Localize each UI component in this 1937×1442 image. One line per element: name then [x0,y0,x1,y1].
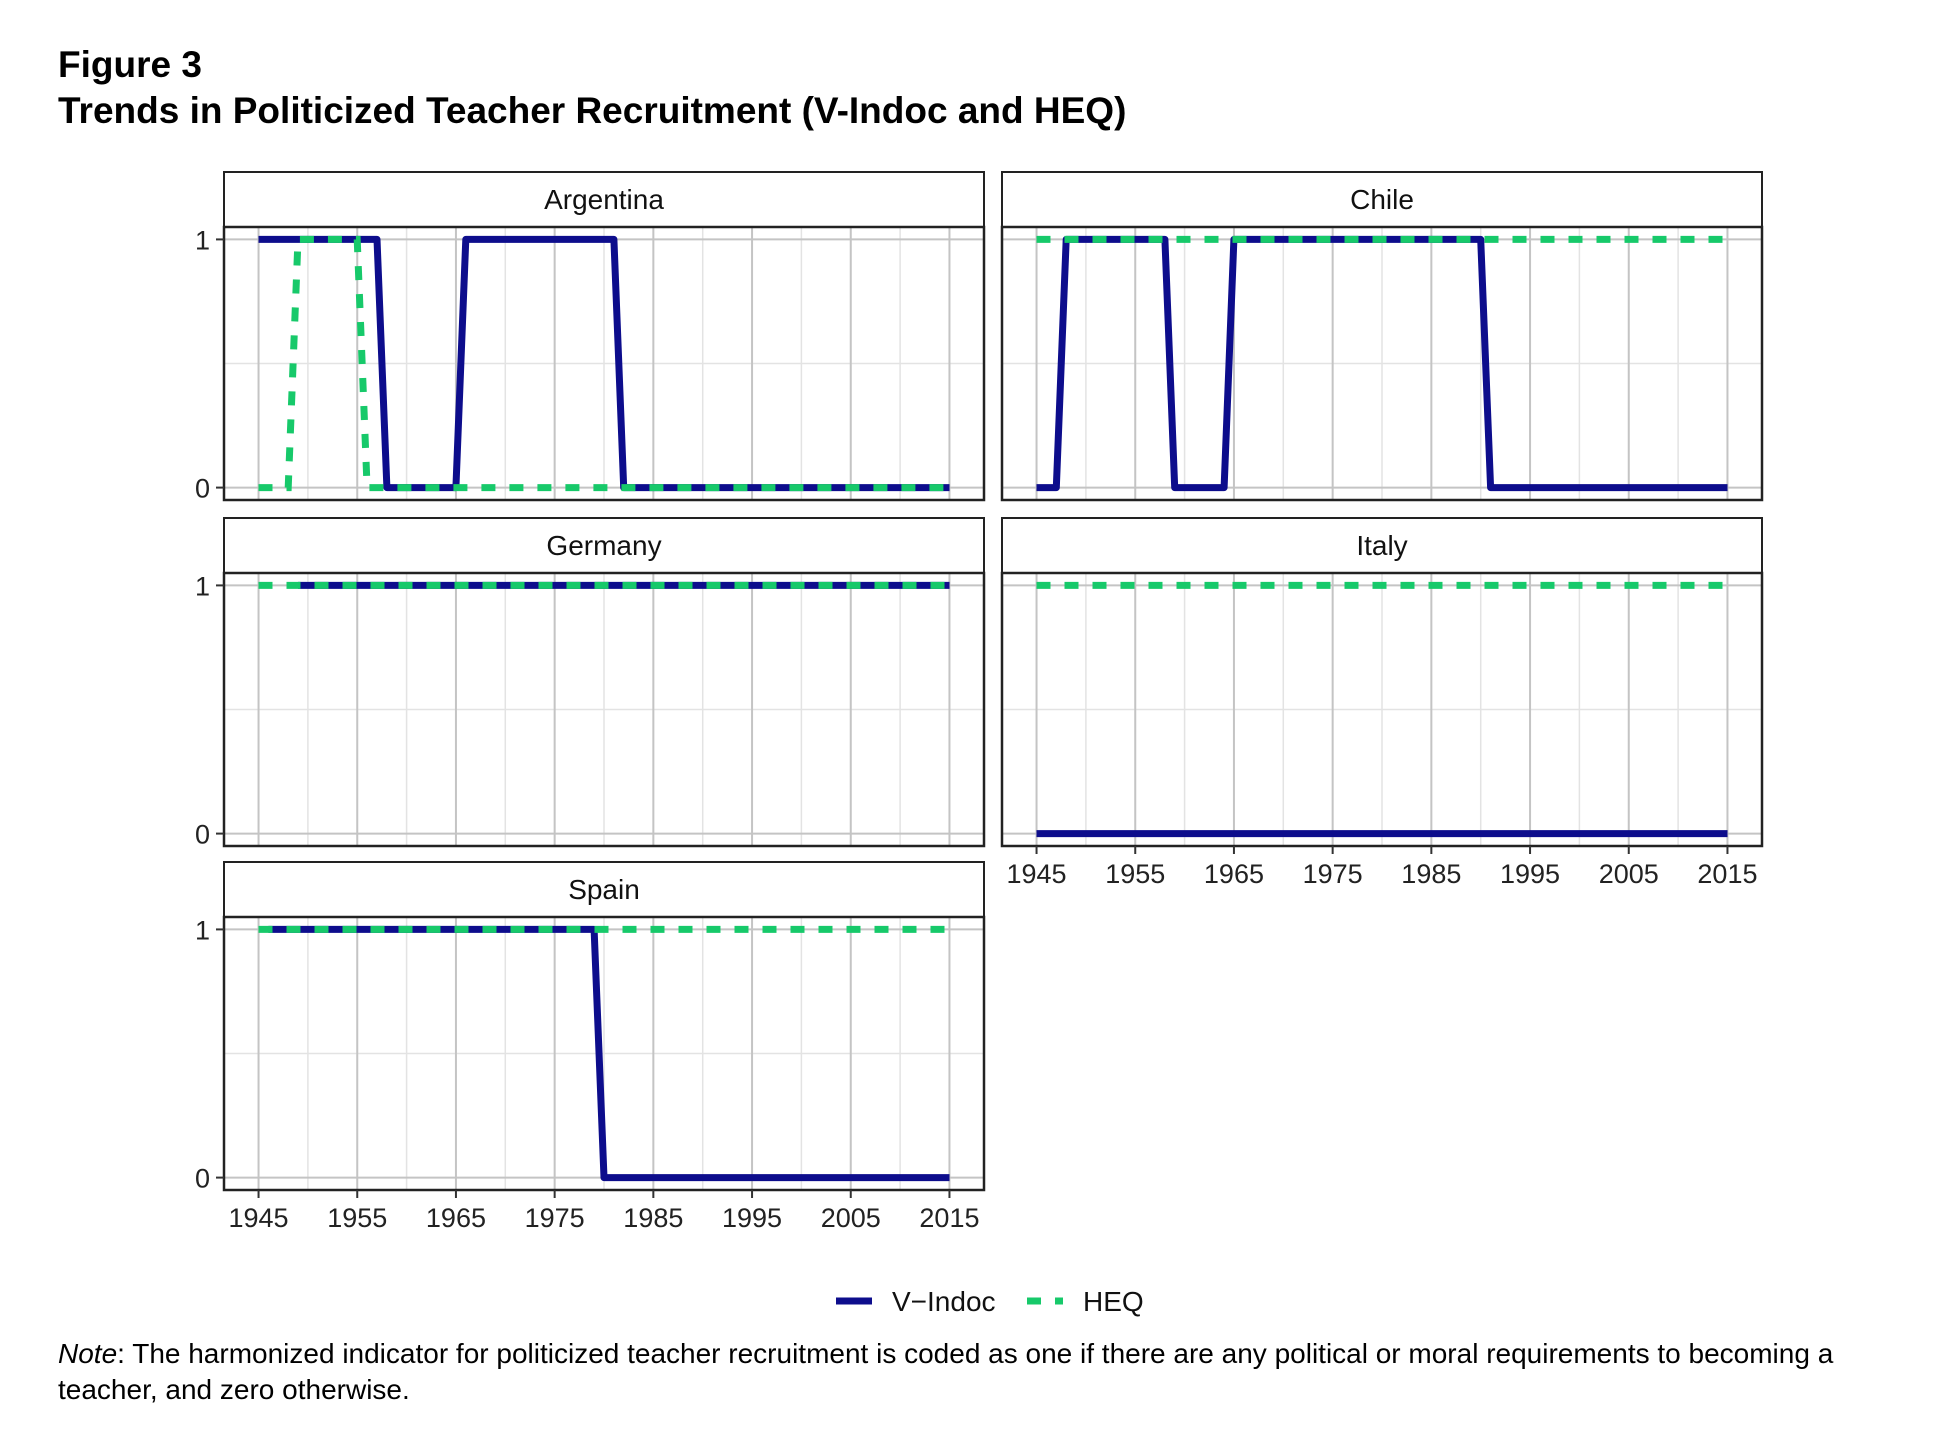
panel-italy [1002,518,1762,889]
facet-label: Spain [568,874,640,905]
x-tick-label: 1975 [1302,859,1363,889]
facet-label: Germany [546,530,662,561]
x-tick-label: 1965 [425,1203,486,1233]
x-tick-label: 1995 [1500,859,1561,889]
legend-label-heq: HEQ [1083,1286,1144,1317]
x-tick-label: 1985 [1401,859,1462,889]
y-tick-label: 1 [194,915,210,946]
panel-germany [195,518,984,850]
x-tick-label: 2015 [919,1203,980,1233]
y-tick-label: 1 [194,571,210,602]
figure-heading: Trends in Politicized Teacher Recruitment (V-Indoc and HEQ) [58,90,1127,131]
figure-label: Figure 3 [58,44,202,85]
legend-label-vindoc: V−Indoc [892,1286,996,1317]
x-tick-label: 2015 [1697,859,1758,889]
x-tick-label: 1985 [623,1203,684,1233]
figure-note [58,1336,1898,1408]
x-tick-label: 1965 [1203,859,1264,889]
x-tick-label: 1995 [722,1203,783,1233]
note-text: : The harmonized indicator for politicized teacher recruitment is coded as one if there are any political or moral requirements to becoming a teacher, and zero otherwise. [58,1338,1834,1405]
x-tick-label: 1955 [1105,859,1166,889]
x-tick-label: 1975 [524,1203,585,1233]
x-tick-label: 2005 [1598,859,1659,889]
x-tick-label: 2005 [820,1203,881,1233]
x-tick-label: 1945 [228,1203,289,1233]
facet-label: Chile [1350,184,1414,215]
x-tick-label: 1945 [1006,859,1067,889]
panel-spain [195,862,984,1233]
facet-label: Argentina [544,184,664,215]
legend [836,1286,1144,1317]
panel-argentina [195,172,984,504]
panel-chile [1002,172,1762,500]
y-tick-label: 1 [194,225,210,256]
y-tick-label: 0 [194,1163,210,1194]
y-tick-label: 0 [194,473,210,504]
note-label: Note [58,1338,118,1369]
facet-label: Italy [1356,530,1408,561]
y-tick-label: 0 [194,819,210,850]
x-tick-label: 1955 [327,1203,388,1233]
